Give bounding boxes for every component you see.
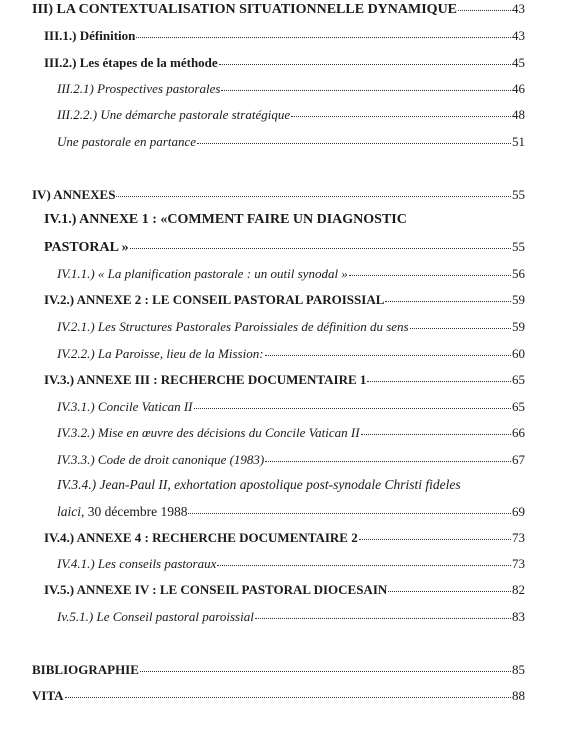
- toc-entry-iv-3-1[interactable]: [57, 400, 525, 413]
- dot-leader: [265, 355, 511, 356]
- toc-page-number: 82: [512, 582, 525, 597]
- dot-leader: [265, 461, 511, 462]
- toc-entry-title: IV.3.3.) Code de droit canonique (1983): [57, 452, 265, 467]
- toc-entry-title: IV) ANNEXES: [32, 187, 116, 202]
- toc-entry-iv-3-3[interactable]: [57, 453, 525, 466]
- toc-entry-title: IV.5.) ANNEXE IV : LE CONSEIL PASTORAL DIOCESAIN: [44, 582, 388, 597]
- toc-page-number: 67: [512, 452, 525, 467]
- dot-leader: [359, 539, 511, 540]
- toc-page-number: 69: [512, 504, 525, 519]
- toc-page-number: 46: [512, 81, 525, 96]
- toc-entry-title: III.2.1) Prospectives pastorales: [57, 81, 221, 96]
- toc-entry-title: IV.3.2.) Mise en œuvre des décisions du Concile Vatican II: [57, 425, 360, 440]
- dot-leader: [194, 408, 511, 409]
- date-text: , 30 décembre 1988: [81, 504, 188, 519]
- italic-term: laici: [57, 504, 81, 519]
- toc-entry-bibliographie[interactable]: [32, 663, 525, 676]
- dot-leader: [130, 248, 511, 249]
- toc-entry-vita[interactable]: [32, 689, 525, 702]
- dot-leader: [140, 671, 511, 672]
- toc-entry-iv-1-1[interactable]: [57, 267, 525, 280]
- toc-entry-title: III.2.2.) Une démarche pastorale stratégique: [57, 107, 291, 122]
- toc-page-number: 43: [512, 28, 525, 43]
- toc-entry-iv-2-1[interactable]: [57, 320, 525, 333]
- toc-entry-title: IV.2.2.) La Paroisse, lieu de la Mission:: [57, 346, 264, 361]
- toc-entry-section-iii[interactable]: [32, 2, 525, 17]
- toc-entry-title: BIBLIOGRAPHIE: [32, 662, 139, 677]
- toc-entry-iii-2-1[interactable]: [57, 82, 525, 95]
- toc-entry-iv-2-2[interactable]: [57, 347, 525, 360]
- toc-entry-iv-3-4-line2[interactable]: [57, 505, 525, 519]
- toc-entry-annexe-2[interactable]: [44, 293, 525, 306]
- dot-leader: [291, 116, 511, 117]
- dot-leader: [221, 90, 511, 91]
- toc-entry-title: IV.1.1.) « La planification pastorale : un outil synodal »: [57, 266, 348, 281]
- toc-entry-title: IV.4.1.) Les conseils pastoraux: [57, 556, 217, 571]
- toc-entry-title: Une pastorale en partance: [57, 134, 197, 149]
- toc-entry-annexe-5[interactable]: [44, 583, 525, 596]
- toc-page-number: 55: [512, 239, 525, 254]
- toc-entry-title: III.1.) Définition: [44, 28, 136, 43]
- toc-page-number: 45: [512, 55, 525, 70]
- dot-leader: [188, 513, 511, 514]
- dot-leader: [410, 328, 511, 329]
- toc-page-number: 83: [512, 609, 525, 624]
- toc-entry-title: IV.2.) ANNEXE 2 : LE CONSEIL PASTORAL PAROISSIAL: [44, 292, 385, 307]
- dot-leader: [388, 591, 511, 592]
- toc-page-number: 88: [512, 688, 525, 703]
- toc-entry-iv-3-4-line1[interactable]: IV.3.4.) Jean-Paul II, exhortation apostolique post-synodale Christi fideles: [57, 477, 461, 492]
- dot-leader: [385, 301, 511, 302]
- dot-leader: [116, 196, 511, 197]
- toc-entry-title: [57, 505, 187, 519]
- toc-entry-iii-2-2[interactable]: [57, 108, 525, 121]
- dot-leader: [361, 434, 511, 435]
- dot-leader: [367, 381, 511, 382]
- toc-entry-pastorale-partance[interactable]: [57, 135, 525, 148]
- toc-page-number: 66: [512, 425, 525, 440]
- toc-page-number: 65: [512, 372, 525, 387]
- dot-leader: [255, 618, 511, 619]
- toc-entry-title: III.2.) Les étapes de la méthode: [44, 55, 218, 70]
- toc-page-number: 51: [512, 134, 525, 149]
- toc-page-number: 56: [512, 266, 525, 281]
- toc-page-number: 48: [512, 107, 525, 122]
- toc-entry-title: PASTORAL »: [44, 240, 129, 255]
- toc-entry-title: VITA: [32, 688, 64, 703]
- toc-entry-annexe-3[interactable]: [44, 373, 525, 386]
- toc-entry-title: Iv.5.1.) Le Conseil pastoral paroissial: [57, 609, 254, 624]
- dot-leader: [219, 64, 511, 65]
- dot-leader: [217, 565, 511, 566]
- toc-entry-iv-5-1[interactable]: [57, 610, 525, 623]
- dot-leader: [65, 697, 511, 698]
- dot-leader: [136, 37, 511, 38]
- toc-entry-annexe-1-line2[interactable]: [44, 240, 525, 255]
- toc-entry-title: IV.4.) ANNEXE 4 : RECHERCHE DOCUMENTAIRE 2: [44, 530, 358, 545]
- toc-page-number: 65: [512, 399, 525, 414]
- toc-page-number: 60: [512, 346, 525, 361]
- toc-entry-iii-2[interactable]: [44, 56, 525, 69]
- toc-page-number: 85: [512, 662, 525, 677]
- dot-leader: [197, 143, 511, 144]
- toc-entry-iii-1[interactable]: [44, 29, 525, 42]
- toc-entry-section-iv[interactable]: [32, 188, 525, 201]
- toc-entry-title: III) LA CONTEXTUALISATION SITUATIONNELLE DYNAMIQUE: [32, 2, 458, 17]
- dot-leader: [349, 275, 511, 276]
- toc-entry-iv-4-1[interactable]: [57, 557, 525, 570]
- toc-page-number: 73: [512, 530, 525, 545]
- toc-entry-annexe-1-line1[interactable]: IV.1.) ANNEXE 1 : «COMMENT FAIRE UN DIAGNOSTIC: [44, 212, 407, 227]
- toc-page-number: 59: [512, 319, 525, 334]
- toc-entry-iv-3-2[interactable]: [57, 426, 525, 439]
- toc-page-number: 73: [512, 556, 525, 571]
- toc-entry-annexe-4[interactable]: [44, 531, 525, 544]
- toc-entry-title: IV.2.1.) Les Structures Pastorales Paroissiales de définition du sens: [57, 319, 409, 334]
- toc-page-number: 43: [512, 1, 525, 16]
- toc-page-number: 55: [512, 187, 525, 202]
- toc-entry-title: IV.3.1.) Concile Vatican II: [57, 399, 193, 414]
- toc-page-number: 59: [512, 292, 525, 307]
- dot-leader: [458, 10, 511, 11]
- toc-entry-title: IV.3.) ANNEXE III : RECHERCHE DOCUMENTAIRE 1: [44, 372, 367, 387]
